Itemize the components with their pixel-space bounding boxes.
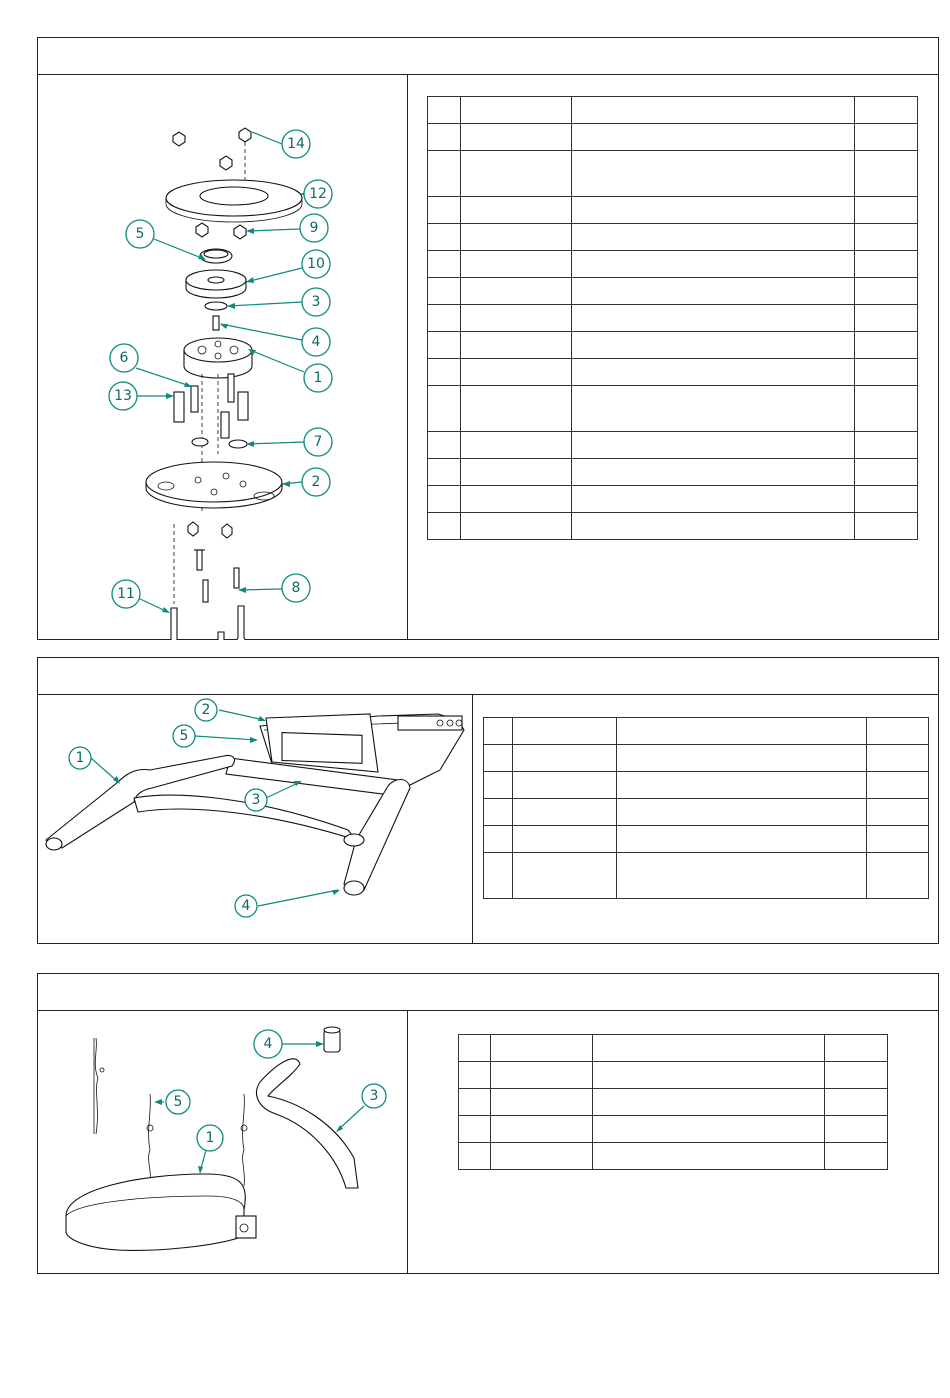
base-plate-part: [146, 462, 282, 508]
callout-4[interactable]: [235, 890, 340, 917]
table-row: [428, 251, 918, 278]
svg-text:8: 8: [291, 580, 301, 596]
table-row: [428, 359, 918, 386]
end-cap-part: [324, 1027, 340, 1052]
section-1-divider: [407, 74, 408, 640]
section-2-divider: [472, 694, 473, 944]
strap-part: [94, 1038, 104, 1134]
table-row: [428, 151, 918, 197]
svg-text:3: 3: [369, 1088, 379, 1104]
svg-text:7: 7: [313, 434, 323, 450]
svg-text:4: 4: [263, 1036, 273, 1052]
callout-4[interactable]: [254, 1030, 324, 1058]
exploded-assembly-drawing: [38, 74, 407, 640]
table-row: [459, 1089, 888, 1116]
section-2-panel: [37, 657, 939, 944]
svg-text:10: 10: [307, 256, 325, 272]
svg-text:5: 5: [179, 728, 189, 744]
callout-3[interactable]: [336, 1084, 386, 1132]
table-row: [428, 513, 918, 540]
table-row: [428, 459, 918, 486]
table-row: [428, 124, 918, 151]
callout-3[interactable]: [245, 781, 302, 811]
section-2-header: [38, 658, 938, 695]
svg-text:4: 4: [241, 898, 251, 914]
handlebar-drawing: [38, 694, 472, 944]
table-row: [428, 486, 918, 513]
callout-2[interactable]: [195, 699, 266, 721]
parts-table-2: [483, 717, 929, 899]
bearing-ring-part: [200, 249, 232, 263]
flexible-tube-part: [257, 1059, 358, 1188]
bolt-part: [194, 550, 239, 602]
table-row: [428, 332, 918, 359]
table-row: [459, 1143, 888, 1170]
svg-text:12: 12: [309, 186, 327, 202]
svg-text:6: 6: [119, 350, 129, 366]
svg-text:2: 2: [311, 474, 321, 490]
table-row: [428, 386, 918, 432]
callout-9[interactable]: [246, 214, 328, 242]
svg-text:4: 4: [311, 334, 321, 350]
table-row: [484, 745, 929, 772]
callout-1[interactable]: [197, 1125, 223, 1174]
callout-6[interactable]: [110, 344, 192, 387]
table-row: [428, 224, 918, 251]
svg-text:1: 1: [313, 370, 323, 386]
callout-10[interactable]: [246, 250, 330, 283]
section-3-divider: [407, 1010, 408, 1274]
bracket-part: [266, 714, 378, 772]
table-row: [459, 1062, 888, 1089]
table-row: [428, 432, 918, 459]
table-row: [428, 278, 918, 305]
section-1-panel: [37, 37, 939, 640]
svg-text:11: 11: [117, 586, 135, 602]
svg-text:3: 3: [311, 294, 321, 310]
table-row: [428, 97, 918, 124]
table-row: [428, 305, 918, 332]
table-row: [484, 772, 929, 799]
callout-2[interactable]: [282, 468, 330, 496]
callout-5[interactable]: [126, 220, 206, 260]
table-row: [484, 853, 929, 899]
ring-plate-part: [166, 180, 302, 222]
section-3-panel: [37, 973, 939, 1274]
callout-5[interactable]: [173, 725, 258, 747]
flange-part: [186, 270, 246, 298]
callout-12[interactable]: [300, 180, 332, 208]
table-row: [484, 799, 929, 826]
nut-part: [173, 128, 251, 170]
callout-11[interactable]: [112, 580, 170, 613]
guard-ring-drawing: [38, 1010, 407, 1274]
table-row: [428, 197, 918, 224]
svg-text:3: 3: [251, 792, 261, 808]
guard-ring-part: [66, 1174, 256, 1250]
callout-7[interactable]: [246, 428, 332, 456]
section-1-header: [38, 38, 938, 75]
section-3-header: [38, 974, 938, 1011]
svg-text:2: 2: [201, 702, 211, 718]
table-row: [459, 1116, 888, 1143]
callout-8[interactable]: [238, 574, 310, 602]
callout-13[interactable]: [109, 382, 174, 410]
svg-text:1: 1: [75, 750, 85, 766]
callout-5[interactable]: [154, 1090, 190, 1114]
hub-part: [184, 338, 252, 378]
svg-text:14: 14: [287, 136, 305, 152]
table-row: [484, 718, 929, 745]
parts-table-1: [427, 96, 918, 540]
table-row: [484, 826, 929, 853]
table-row: [459, 1035, 888, 1062]
svg-text:9: 9: [309, 220, 319, 236]
svg-text:5: 5: [135, 226, 145, 242]
svg-text:1: 1: [205, 1130, 215, 1146]
callout-1[interactable]: [69, 747, 120, 784]
callout-14[interactable]: [252, 130, 310, 158]
parts-table-3: [458, 1034, 888, 1170]
svg-text:13: 13: [114, 388, 132, 404]
svg-text:5: 5: [173, 1094, 183, 1110]
